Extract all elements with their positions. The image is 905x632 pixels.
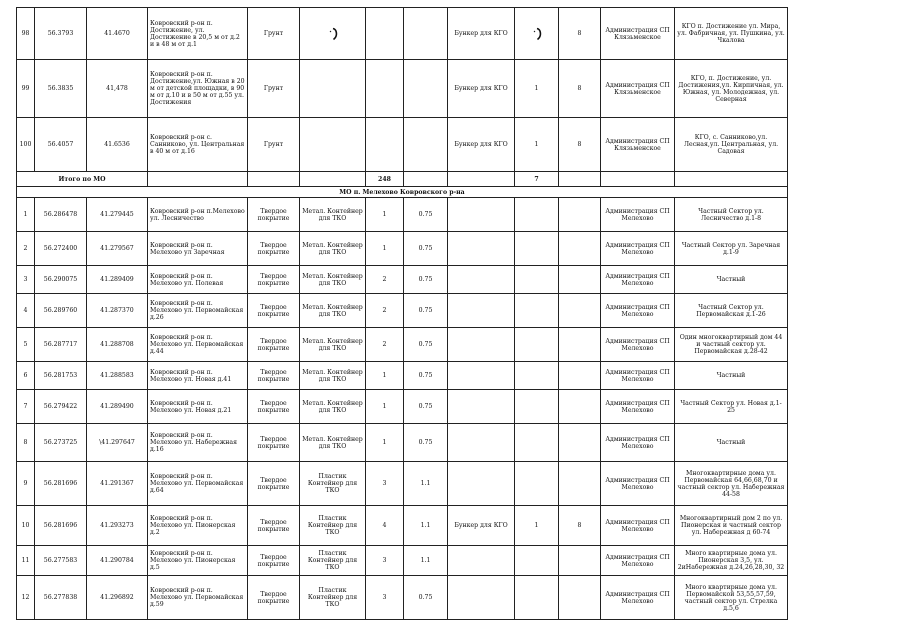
container-volume-cell: 1.1 (404, 546, 448, 576)
waste-source-cell: Один многоквартирный дом 44 и частный сектор ул. Первомайская д.28-42 (675, 328, 788, 362)
address-cell: Ковровский р-он п. Мелехово ул. Набережная д.16 (148, 424, 248, 462)
surface-type-cell: Твердое покрытие (248, 362, 300, 390)
latitude-cell: 56.289760 (35, 294, 87, 328)
bunker-count-cell (515, 8, 559, 60)
waste-source-cell: КГО п. Достижение ул. Мира, ул. Фабричная, ул. Пушкина, ул. Чкалова (675, 8, 788, 60)
surface-type-cell: Твердое покрытие (248, 328, 300, 362)
container-volume-cell: 0.75 (404, 362, 448, 390)
bunker-type-cell (448, 546, 515, 576)
longitude-cell: 41.288583 (87, 362, 148, 390)
row-number-cell: 11 (17, 546, 35, 576)
container-volume-cell: 0.75 (404, 390, 448, 424)
surface-type-cell: Твердое покрытие (248, 424, 300, 462)
container-volume-cell: 0.75 (404, 424, 448, 462)
container-volume-cell: 0.75 (404, 232, 448, 266)
container-type-cell: Метал. Контейнер для ТКО (300, 198, 366, 232)
longitude-cell: 41.289490 (87, 390, 148, 424)
totals-label: Итого по МО (17, 172, 148, 187)
bunker-count-cell (515, 362, 559, 390)
address-cell: Ковровский р-он п. Достижение, ул. Достижение в 20,5 м от д.2 и в 48 м от д.1 (148, 8, 248, 60)
totals-empty-cell (404, 172, 448, 187)
container-type-cell: Метал. Контейнер для ТКО (300, 390, 366, 424)
latitude-cell: 56.272400 (35, 232, 87, 266)
site-owner-cell: Администрация СП Мелехово (601, 266, 675, 294)
bunker-volume-cell (559, 390, 601, 424)
site-owner-cell: Администрация СП Мелехово (601, 198, 675, 232)
row-number-cell: 98 (17, 8, 35, 60)
row-number-cell: 99 (17, 60, 35, 118)
longitude-cell: 41.4670 (87, 8, 148, 60)
bunker-count-cell: 1 (515, 506, 559, 546)
bunker-type-cell (448, 266, 515, 294)
container-count-cell (366, 8, 404, 60)
table-row (17, 390, 788, 424)
bunker-volume-cell (559, 576, 601, 620)
table-row (17, 462, 788, 506)
row-number-cell: 3 (17, 266, 35, 294)
address-cell: Ковровский р-он п. Мелехово ул. Полевая (148, 266, 248, 294)
totals-empty-cell (148, 172, 248, 187)
bunker-type-cell (448, 232, 515, 266)
row-number-cell: 5 (17, 328, 35, 362)
surface-type-cell: Твердое покрытие (248, 546, 300, 576)
container-count-cell: 2 (366, 294, 404, 328)
bunker-count-cell (515, 462, 559, 506)
bunker-type-cell (448, 390, 515, 424)
latitude-cell: 56.281696 (35, 506, 87, 546)
container-count-cell: 3 (366, 462, 404, 506)
site-owner-cell: Администрация СП Мелехово (601, 576, 675, 620)
row-number-cell: 1 (17, 198, 35, 232)
longitude-cell: 41.296892 (87, 576, 148, 620)
bunker-volume-cell (559, 362, 601, 390)
scan-mark-icon (530, 27, 544, 41)
bunker-type-cell: Бункер для КГО (448, 60, 515, 118)
surface-type-cell: Грунт (248, 8, 300, 60)
table-row (17, 60, 788, 118)
container-count-cell: 1 (366, 362, 404, 390)
site-owner-cell: Администрация СП Мелехово (601, 390, 675, 424)
surface-type-cell: Твердое покрытие (248, 506, 300, 546)
container-count-cell: 1 (366, 198, 404, 232)
site-owner-cell: Администрация СП Мелехово (601, 462, 675, 506)
address-cell: Ковровский р-он п. Мелехово ул. Пионерская д.5 (148, 546, 248, 576)
table-row (17, 328, 788, 362)
bunker-count-cell (515, 232, 559, 266)
site-owner-cell: Администрация СП Мелехово (601, 362, 675, 390)
latitude-cell: 56.286478 (35, 198, 87, 232)
address-cell: Ковровский р-он п. Мелехово ул. Первомайская д.64 (148, 462, 248, 506)
container-type-cell: Пластик Контейнер для ТКО (300, 462, 366, 506)
container-count-cell: 4 (366, 506, 404, 546)
waste-source-cell: Частный (675, 266, 788, 294)
container-volume-cell: 0.75 (404, 576, 448, 620)
bunker-type-cell (448, 328, 515, 362)
container-volume-cell (404, 60, 448, 118)
scan-mark-icon (326, 27, 340, 41)
container-type-cell: Метал. Контейнер для ТКО (300, 424, 366, 462)
table-row (17, 232, 788, 266)
bunker-volume-cell (559, 198, 601, 232)
table-row (17, 424, 788, 462)
table-row (17, 8, 788, 60)
surface-type-cell: Грунт (248, 118, 300, 172)
section-header-row (17, 187, 788, 198)
table-row (17, 576, 788, 620)
container-type-cell: Метал. Контейнер для ТКО (300, 232, 366, 266)
bunker-volume-cell (559, 232, 601, 266)
address-cell: Ковровский р-он п. Достижение,ул. Южная в 20 м от детской площадки, в 90 м от д.10 и в 50 м от д.55 ул. Достижения (148, 60, 248, 118)
row-number-cell: 9 (17, 462, 35, 506)
waste-source-cell: Много квартирные дома ул. Пионерская 3,5, ул. 2иНабережная д.24,26,28,30, 32 (675, 546, 788, 576)
longitude-cell: \41.297647 (87, 424, 148, 462)
bunker-type-cell (448, 576, 515, 620)
bunker-volume-cell (559, 294, 601, 328)
totals-bunkers: 7 (515, 172, 559, 187)
bunker-count-cell: 1 (515, 60, 559, 118)
bunker-volume-cell (559, 546, 601, 576)
surface-type-cell: Твердое покрытие (248, 576, 300, 620)
bunker-type-cell (448, 362, 515, 390)
container-volume-cell: 0.75 (404, 328, 448, 362)
container-volume-cell: 0.75 (404, 266, 448, 294)
longitude-cell: 41.293273 (87, 506, 148, 546)
address-cell: Ковровский р-он п. Мелехово ул. Первомайская д.59 (148, 576, 248, 620)
address-cell: Ковровский р-он п. Мелехово ул Заречная (148, 232, 248, 266)
site-owner-cell: Администрация СП Клязьменское (601, 8, 675, 60)
address-cell: Ковровский р-он п. Мелехово ул. Новая д.41 (148, 362, 248, 390)
longitude-cell: 41.289409 (87, 266, 148, 294)
address-cell: Ковровский р-он п. Мелехово ул. Первомайская д.44 (148, 328, 248, 362)
surface-type-cell: Твердое покрытие (248, 462, 300, 506)
surface-type-cell: Грунт (248, 60, 300, 118)
latitude-cell: 56.287717 (35, 328, 87, 362)
longitude-cell: 41,478 (87, 60, 148, 118)
container-type-cell (300, 118, 366, 172)
address-cell: Ковровский р-он п. Мелехово ул. Пионерская д.2 (148, 506, 248, 546)
site-owner-cell: Администрация СП Клязьменское (601, 118, 675, 172)
table-row (17, 118, 788, 172)
latitude-cell: 56.281696 (35, 462, 87, 506)
row-number-cell: 12 (17, 576, 35, 620)
bunker-volume-cell (559, 328, 601, 362)
bunker-volume-cell: 8 (559, 506, 601, 546)
bunker-volume-cell (559, 424, 601, 462)
surface-type-cell: Твердое покрытие (248, 198, 300, 232)
bunker-volume-cell (559, 266, 601, 294)
latitude-cell: 56.277583 (35, 546, 87, 576)
container-volume-cell (404, 118, 448, 172)
longitude-cell: 41.279567 (87, 232, 148, 266)
waste-source-cell: Многоквартирные дома ул. Первомайская 64,66,68,70 и частный сектор ул. Набережная 44-58 (675, 462, 788, 506)
totals-empty-cell (601, 172, 675, 187)
container-count-cell: 3 (366, 546, 404, 576)
container-count-cell (366, 60, 404, 118)
latitude-cell: 56.273725 (35, 424, 87, 462)
longitude-cell: 41.291367 (87, 462, 148, 506)
bunker-count-cell (515, 294, 559, 328)
surface-type-cell: Твердое покрытие (248, 266, 300, 294)
register-table (16, 7, 788, 620)
waste-source-cell: Частный Сектор ул. Новая д.1-25 (675, 390, 788, 424)
container-type-cell: Метал. Контейнер для ТКО (300, 294, 366, 328)
waste-source-cell: Частный Сектор ул. Заречная д.1-9 (675, 232, 788, 266)
waste-source-cell: КГО, п. Достижение, ул. Достижения,ул. Кирпичная, ул. Южная, ул. Молодежная, ул. Северная (675, 60, 788, 118)
address-cell: Ковровский р-он п. Мелехово ул. Первомайская д.26 (148, 294, 248, 328)
container-count-cell: 1 (366, 424, 404, 462)
site-owner-cell: Администрация СП Мелехово (601, 232, 675, 266)
bunker-volume-cell: 8 (559, 118, 601, 172)
bunker-volume-cell (559, 462, 601, 506)
waste-source-cell: Частный (675, 362, 788, 390)
longitude-cell: 41.290784 (87, 546, 148, 576)
row-number-cell: 8 (17, 424, 35, 462)
bunker-volume-cell: 8 (559, 60, 601, 118)
container-type-cell: Пластик Контейнер для ТКО (300, 506, 366, 546)
address-cell: Ковровский р-он п. Мелехово ул. Новая д.21 (148, 390, 248, 424)
container-type-cell: Метал. Контейнер для ТКО (300, 328, 366, 362)
address-cell: Ковровский р-он с. Санниково, ул. Центральная в 40 м от д.16 (148, 118, 248, 172)
container-type-cell: Пластик Контейнер для ТКО (300, 576, 366, 620)
container-count-cell: 2 (366, 328, 404, 362)
container-type-cell: Пластик Контейнер для ТКО (300, 546, 366, 576)
waste-source-cell: Частный Сектор ул. Лесничество д.1-8 (675, 198, 788, 232)
latitude-cell: 56.4057 (35, 118, 87, 172)
latitude-cell: 56.3835 (35, 60, 87, 118)
waste-source-cell: Частный Сектор ул. Первомайская д.1-26 (675, 294, 788, 328)
row-number-cell: 7 (17, 390, 35, 424)
container-volume-cell: 1.1 (404, 506, 448, 546)
bunker-type-cell (448, 198, 515, 232)
site-owner-cell: Администрация СП Мелехово (601, 294, 675, 328)
surface-type-cell: Твердое покрытие (248, 294, 300, 328)
row-number-cell: 6 (17, 362, 35, 390)
container-count-cell: 1 (366, 232, 404, 266)
latitude-cell: 56.281753 (35, 362, 87, 390)
row-number-cell: 10 (17, 506, 35, 546)
waste-source-cell: Частный (675, 424, 788, 462)
totals-row (17, 172, 788, 187)
row-number-cell: 4 (17, 294, 35, 328)
bunker-volume-cell: 8 (559, 8, 601, 60)
totals-containers: 248 (366, 172, 404, 187)
latitude-cell: 56.277838 (35, 576, 87, 620)
bunker-count-cell: 1 (515, 118, 559, 172)
longitude-cell: 41.288708 (87, 328, 148, 362)
table-row (17, 198, 788, 232)
bunker-type-cell (448, 462, 515, 506)
bunker-type-cell (448, 294, 515, 328)
row-number-cell: 2 (17, 232, 35, 266)
bunker-type-cell (448, 424, 515, 462)
totals-empty-cell (448, 172, 515, 187)
container-type-cell: Метал. Контейнер для ТКО (300, 362, 366, 390)
bunker-type-cell: Бункер для КГО (448, 506, 515, 546)
container-volume-cell: 1.1 (404, 462, 448, 506)
bunker-count-cell (515, 390, 559, 424)
bunker-count-cell (515, 546, 559, 576)
table-row (17, 546, 788, 576)
container-count-cell: 1 (366, 390, 404, 424)
totals-empty-cell (300, 172, 366, 187)
longitude-cell: 41.279445 (87, 198, 148, 232)
longitude-cell: 41.6536 (87, 118, 148, 172)
container-volume-cell (404, 8, 448, 60)
waste-source-cell: КГО, с. Санниково,ул. Лесная,ул. Центральная, ул. Садовая (675, 118, 788, 172)
site-owner-cell: Администрация СП Мелехово (601, 546, 675, 576)
site-owner-cell: Администрация СП Клязьменское (601, 60, 675, 118)
totals-empty-cell (248, 172, 300, 187)
totals-empty-cell (675, 172, 788, 187)
bunker-count-cell (515, 198, 559, 232)
container-count-cell (366, 118, 404, 172)
container-count-cell: 2 (366, 266, 404, 294)
bunker-type-cell: Бункер для КГО (448, 8, 515, 60)
table-row (17, 506, 788, 546)
table-row (17, 362, 788, 390)
container-type-cell (300, 60, 366, 118)
site-owner-cell: Администрация СП Мелехово (601, 424, 675, 462)
surface-type-cell: Твердое покрытие (248, 232, 300, 266)
latitude-cell: 56.3793 (35, 8, 87, 60)
latitude-cell: 56.290075 (35, 266, 87, 294)
bunker-count-cell (515, 576, 559, 620)
longitude-cell: 41.287370 (87, 294, 148, 328)
site-owner-cell: Администрация СП Мелехово (601, 328, 675, 362)
totals-empty-cell (559, 172, 601, 187)
table-row (17, 266, 788, 294)
waste-source-cell: Много квартирные дома ул. Первомайской 53,55,57,59, частный сектор ул. Стрелка д.5,6 (675, 576, 788, 620)
bunker-count-cell (515, 328, 559, 362)
latitude-cell: 56.279422 (35, 390, 87, 424)
bunker-type-cell: Бункер для КГО (448, 118, 515, 172)
bunker-count-cell (515, 266, 559, 294)
surface-type-cell: Твердое покрытие (248, 390, 300, 424)
section-title: МО п. Мелехово Ковровского р-на (17, 187, 788, 198)
address-cell: Ковровский р-он п.Мелехово ул. Лесничество (148, 198, 248, 232)
bunker-count-cell (515, 424, 559, 462)
container-type-cell: Метал. Контейнер для ТКО (300, 266, 366, 294)
row-number-cell: 100 (17, 118, 35, 172)
container-volume-cell: 0.75 (404, 198, 448, 232)
container-volume-cell: 0.75 (404, 294, 448, 328)
register-table-body (17, 8, 788, 620)
container-count-cell: 3 (366, 576, 404, 620)
container-type-cell (300, 8, 366, 60)
site-owner-cell: Администрация СП Мелехово (601, 506, 675, 546)
waste-source-cell: Многоквартирный дом 2 по ул. Пионерская и частный сектор ул. Набережная д 60-74 (675, 506, 788, 546)
table-row (17, 294, 788, 328)
